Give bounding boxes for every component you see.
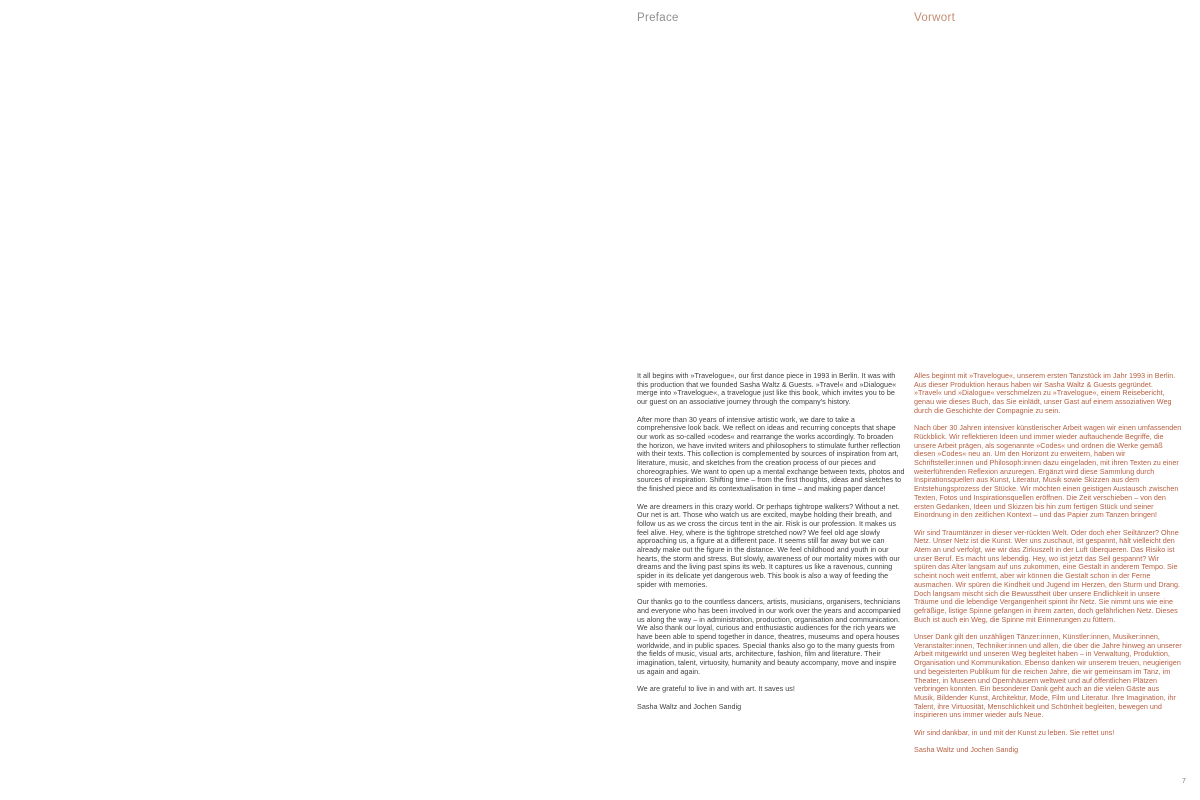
preface-heading-english: Preface [637, 12, 679, 24]
german-text-column [914, 372, 1182, 755]
paragraph: Alles beginnt mit »Travelogue«, unserem ersten Tanzstück im Jahr 1993 in Berlin. Aus dieser Produktion heraus haben wir Sasha Waltz & Guests gegründet. »Travel« und »Dialogue« verschmelzen zu »Travelogue«, einem Reisebericht, genau wie dieses Buch, das Sie einlädt, unser Gast auf einem assoziativen Weg durch die Geschichte der Compagnie zu sein. [914, 371, 1176, 415]
paragraph: It all begins with »Travelogue«, our first dance piece in 1993 in Berlin. It was with this production that we founded Sasha Waltz & Guests. »Travel« and »Dialogue« merge into »Travelogue«, a travelogue just like this book, which invites you to be our guest on an associative journey through the company's history. [637, 371, 897, 407]
paragraph: We are dreamers in this crazy world. Or perhaps tightrope walkers? Without a net. Our net is art. Those who watch us are excited, maybe holding their breath, and follow us as we cross the circus tent in the air. Risk is our profession. It makes us feel alive. Hey, where is the tightrope stretched now? We feel old age slowly approaching us, a figure at a different pace. It seems still far away but we can already make out the figure in the distance. We feel childhood and youth in our hearts, the storm and stress. But slowly, awareness of our mortality mixes with our dreams and the living past spins its web. It captures us like a ravenous, cunning spider in its delicate yet dangerous web. This book is also a way of feeding the spider with memories. [637, 501, 900, 589]
paragraph: We are grateful to live in and with art. It saves us! [637, 684, 795, 694]
paragraph: Unser Dank gilt den unzähligen Tänzer:innen, Künstler:innen, Musiker:innen, Veranstalter:innen, Techniker:innen und allen, die über die Jahre hinweg an unserer Arbeit mitgewirkt und unseren Weg begleitet haben – in Verwaltung, Produktion, Organisation und Kommunikation. Ebenso danken wir unserem treuen, neugierigen und begeisterten Publikum für die reichen Jahre, die wir gemeinsam im Tanz, im Theater, in Museen und Opernhäusern weltweit und auf öffentlichen Plätzen verbringen konnten. Ein besonderer Dank geht auch an die vielen Gäste aus Musik, Bildender Kunst, Architektur, Mode, Film und Literatur. Ihre Imagination, ihr Talent, ihre Virtuosität, Menschlichkeit und Schönheit begleiten, bewegen und inspirieren uns immer wieder aufs Neue. [914, 632, 1182, 720]
page-number: 7 [1182, 778, 1186, 785]
english-text-column [637, 372, 905, 711]
paragraph: Wir sind dankbar, in und mit der Kunst zu leben. Sie rettet uns! [914, 727, 1115, 737]
paragraph: Wir sind Traumtänzer in dieser ver-rückten Welt. Oder doch eher Seiltänzer? Ohne Netz. Unser Netz ist die Kunst. Wer uns zuschaut, ist gespannt, hält vielleicht den Atem an und verfolgt, wie wir das Zirkuszelt in der Luft überqueren. Das Risiko ist unser Beruf. Es macht uns lebendig. Hey, wo ist jetzt das Seil gespannt? Wir spüren das Alter langsam auf uns zukommen, eine Gestalt in anderem Tempo. Sie scheint noch weit entfernt, aber wir können die Gestalt schon in der Ferne ausmachen. Wir spüren die Kindheit und Jugend im Herzen, den Sturm und Drang. Doch langsam mischt sich die Bewusstheit über unsere Endlichkeit in unsere Träume und die lebendige Vergangenheit spinnt ihr Netz. Sie nimmt uns wie eine gefräßige, listige Spinne gefangen in ihrem zarten, doch gefährlichen Netz. Dieses Buch ist auch ein Weg, die Spinne mit Erinnerungen zu füttern. [914, 527, 1181, 624]
paragraph: Sasha Waltz und Jochen Sandig [914, 745, 1019, 755]
paragraph: Nach über 30 Jahren intensiver künstlerischer Arbeit wagen wir einen umfassenden Rückblick. Wir reflektieren Ideen und immer wieder auftauchende Begriffe, die unsere Arbeit prägen, als sogenannte »Codes« und ordnen die Werke gemäß diesen »Codes« neu an. Um den Horizont zu erweitern, haben wir Schriftsteller:innen und Philosoph:innen dazu eingeladen, mit ihren Texten zu einer weiterführenden Reflexion anzuregen. Ergänzt wird diese Sammlung durch Inspirationsquellen aus Kunst, Literatur, Musik sowie Skizzen aus dem Entstehungsprozess der Stücke. Wir möchten einen geistigen Austausch zwischen Texten, Fotos und Inspirationsquellen eröffnen. Die Zeit verschieben – von den ersten Gedanken, Ideen und Skizzen bis hin zum fertigen Stück und seiner Einordnung in den zeitlichen Kontext – und das Papier zum Tanzen bringen! [914, 423, 1182, 520]
paragraph: After more than 30 years of intensive artistic work, we dare to take a comprehensive look back. We reflect on ideas and recurring concepts that shape our work as so-called »codes« and rearrange the works accordingly. To broaden the horizon, we have invited writers and philosophers to stimulate further reflection with their texts. This collection is complemented by sources of inspiration from art, literature, music, and sketches from the creation process of our pieces and choreographies. We want to open up a mental exchange between texts, photos and sources of inspiration. Shifting time – from the first thoughts, ideas and sketches to the finished piece and its contextualisation in time – and making paper dance! [637, 414, 905, 494]
preface-heading-german: Vorwort [914, 12, 956, 24]
paragraph: Sasha Waltz and Jochen Sandig [637, 701, 742, 711]
paragraph: Our thanks go to the countless dancers, artists, musicians, organisers, technicians and everyone who has been involved in our work over the years and accompanied us along the way – in administration, production, organisation and communication. We also thank our loyal, curious and enthusiastic audiences for the rich years we have been able to spend together in dance, theatres, museums and opera houses worldwide, and in public spaces. Special thanks also go to the many guests from the fields of music, visual arts, architecture, fashion, film and literature. Their imagination, talent, virtuosity, humanity and beauty accompany, move and inspire us again and again. [637, 597, 901, 676]
